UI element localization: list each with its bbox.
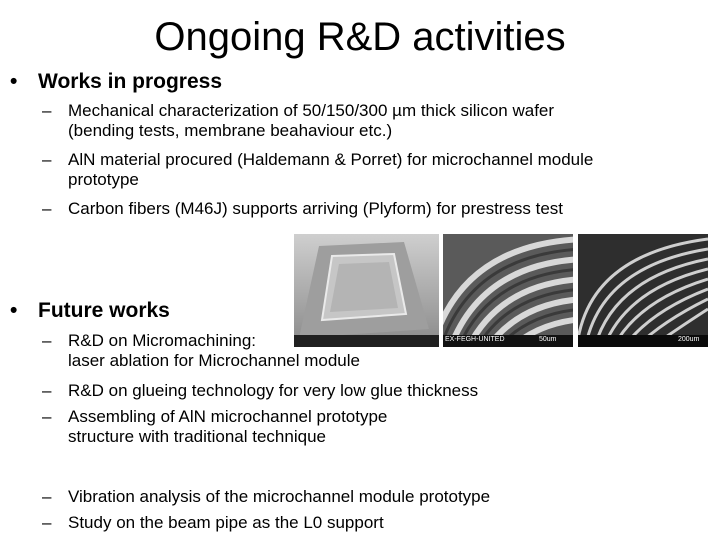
list-item-text: R&D on glueing technology for very low glue thickness [68,381,479,400]
dash-icon: – [42,199,52,218]
list-item-text: Study on the beam pipe as the L0 support [68,513,384,532]
list-item-text-continued: structure with traditional technique [68,427,326,446]
list-item-text: Assembling of AlN microchannel prototype [68,407,388,426]
section-heading-works-in-progress [10,69,222,95]
list-item-text: R&D on Micromachining: [68,331,257,350]
slide-title: Ongoing R&D activities [154,15,566,59]
dash-icon: – [42,381,52,400]
list-item-text: Carbon fibers (M46J) supports arriving (Plyform) for prestress test [68,199,564,218]
dash-icon: – [42,407,52,426]
list-item [42,199,563,219]
list-item-text-continued: laser ablation for Microchannel module [68,351,360,370]
sem-micrograph-curved-channels-icon [443,234,573,347]
dash-icon: – [42,101,52,120]
sem-micrograph-spiral-channels-icon [578,234,708,347]
section-heading-future-works [10,298,170,324]
list-item-text: AlN material procured (Haldemann & Porret) for microchannel module [68,150,594,169]
scale-bar-label: 50um [539,336,557,343]
bullet-icon: • [10,299,18,322]
bullet-icon: • [10,70,18,93]
dash-icon: – [42,150,52,169]
dash-icon: – [42,487,52,506]
dash-icon: – [42,331,52,350]
list-item-text: Vibration analysis of the microchannel module prototype [68,487,491,506]
list-item [42,487,490,507]
image-caption: EX-FEGH-UNITED [445,336,505,343]
list-item [42,381,478,401]
list-item-text-continued: (bending tests, membrane beahaviour etc.) [68,121,393,140]
list-item [42,407,387,447]
dash-icon: – [42,513,52,532]
list-item [42,101,554,141]
scale-bar-label: 200um [678,336,700,343]
section-heading-label: Works in progress [38,70,222,93]
list-item-text: Mechanical characterization of 50/150/300 µm thick silicon wafer [68,101,555,120]
list-item-text-continued: prototype [68,170,139,189]
list-item [42,331,360,371]
list-item [42,150,593,190]
section-heading-label: Future works [38,299,170,322]
list-item [42,513,384,533]
